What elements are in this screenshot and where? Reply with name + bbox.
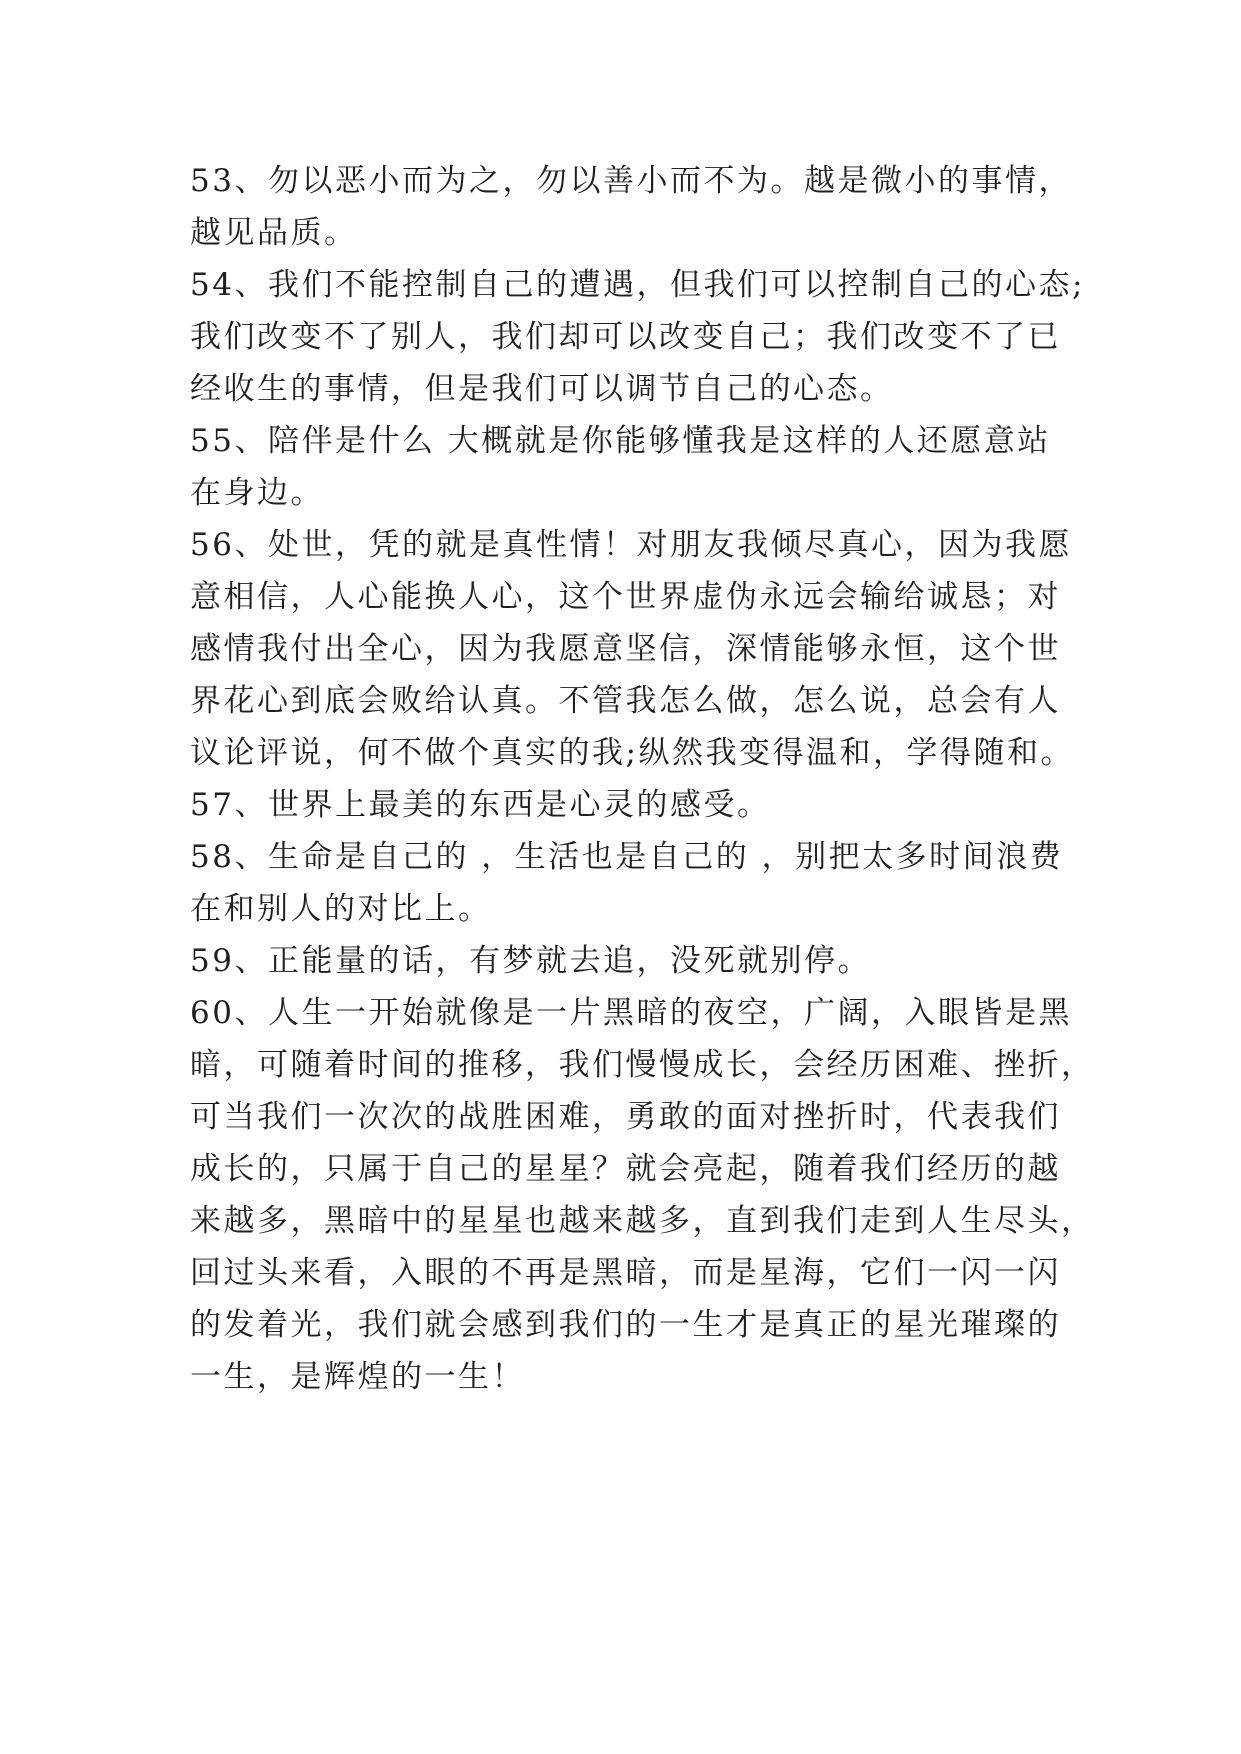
text-line: 的发着光，我们就会感到我们的一生才是真正的星光璀璨的 <box>190 1307 1061 1343</box>
text-line: 60、人生一开始就像是一片黑暗的夜空，广阔，入眼皆是黑 <box>190 995 1072 1031</box>
text-line: 59、正能量的话，有梦就去追，没死就别停。 <box>190 943 871 979</box>
text-line: 成长的，只属于自己的星星？就会亮起，随着我们经历的越 <box>190 1151 1061 1187</box>
text-line: 议论评说，何不做个真实的我;纵然我变得温和，学得随和。 <box>190 735 1074 771</box>
text-line: 在和别人的对比上。 <box>190 891 492 927</box>
text-line: 界花心到底会败给认真。不管我怎么做，怎么说，总会有人 <box>190 683 1061 719</box>
text-line: 56、处世，凭的就是真性情！对朋友我倾尽真心，因为我愿 <box>190 527 1072 563</box>
text-line: 58、生命是自己的 ，生活也是自己的 ，别把太多时间浪费 <box>190 839 1064 875</box>
text-line: 我们改变不了别人，我们却可以改变自己；我们改变不了已 <box>190 319 1061 355</box>
text-line: 54、我们不能控制自己的遭遇，但我们可以控制自己的心态; <box>190 267 1085 303</box>
text-line: 57、世界上最美的东西是心灵的感受。 <box>190 787 771 823</box>
text-line: 55、陪伴是什么 大概就是你能够懂我是这样的人还愿意站 <box>190 423 1051 459</box>
text-line: 来越多，黑暗中的星星也越来越多，直到我们走到人生尽头， <box>190 1203 1095 1239</box>
text-line: 在身边。 <box>190 475 324 511</box>
text-line: 暗，可随着时间的推移，我们慢慢成长，会经历困难、挫折， <box>190 1047 1095 1083</box>
text-line: 53、勿以恶小而为之，勿以善小而不为。越是微小的事情， <box>190 163 1072 199</box>
text-line: 意相信，人心能换人心，这个世界虚伪永远会输给诚恳；对 <box>190 579 1061 615</box>
text-line: 回过头来看，入眼的不再是黑暗，而是星海，它们一闪一闪 <box>190 1255 1061 1291</box>
text-line: 越见品质。 <box>190 215 358 251</box>
document-body <box>190 155 1095 1403</box>
text-line: 经收生的事情，但是我们可以调节自己的心态。 <box>190 371 894 407</box>
text-line: 感情我付出全心，因为我愿意坚信，深情能够永恒，这个世 <box>190 631 1061 667</box>
text-line: 可当我们一次次的战胜困难，勇敢的面对挫折时，代表我们 <box>190 1099 1061 1135</box>
text-line: 一生，是辉煌的一生！ <box>190 1359 525 1395</box>
